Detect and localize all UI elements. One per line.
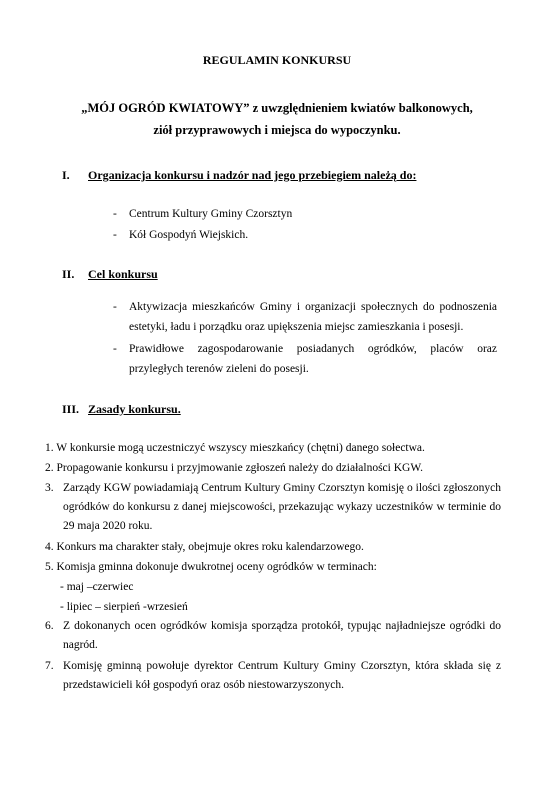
term-item: - lipiec – sierpień -wrzesień (60, 601, 188, 613)
rule-text: Propagowanie konkursu i przyjmowanie zgłoszeń należy do działalności KGW. (56, 462, 424, 474)
list-item (113, 205, 497, 225)
rule-text: W konkursie mogą uczestniczyć wszyscy mieszkańcy (chętni) danego sołectwa. (56, 442, 425, 454)
dash-bullet: - (113, 301, 117, 313)
competition-name (40, 97, 514, 141)
section-number: II. (62, 267, 75, 281)
list-item-text: Prawidłowe zagospodarowanie posiadanych ogródków, placów oraz przyległych terenów zieleni do posesji. (129, 343, 497, 375)
term-item: - maj –czerwiec (60, 581, 134, 593)
rule-item (45, 617, 501, 655)
rule-number: 6. (45, 620, 54, 632)
rule-item (45, 459, 501, 478)
list-item-text: Kół Gospodyń Wiejskich. (129, 229, 249, 241)
list-item (113, 340, 497, 379)
section-number: I. (62, 168, 70, 182)
rule-text: Komisja gminna dokonuje dwukrotnej oceny ogródków w terminach: (56, 561, 377, 573)
rule-text: Komisję gminną powołuje dyrektor Centrum Kultury Gminy Czorsztyn, która składa się z przedstawicieli kół gospodyń oraz osób niestowarzyszonych. (63, 660, 501, 691)
section-title: Cel konkursu (88, 267, 158, 281)
section-title: Organizacja konkursu i nadzór nad jego przebiegiem należą do: (88, 168, 417, 182)
section-3-heading (62, 400, 181, 419)
dash-bullet: - (113, 229, 117, 241)
list-item (113, 298, 497, 337)
rule-text: Z dokonanych ocen ogródków komisja sporządza protokół, typując najładniejsze ogródki do nagród. (63, 620, 501, 651)
rule-number: 5. (45, 561, 54, 573)
rule-item (45, 439, 501, 458)
rule-number: 4. (45, 541, 54, 553)
section-2-heading (62, 265, 158, 284)
rule-item (45, 538, 501, 557)
section-1-heading (62, 166, 416, 185)
competition-name-line-2: ziół przyprawowych i miejsca do wypoczynku. (153, 123, 401, 137)
document-title: REGULAMIN KONKURSU (202, 53, 352, 67)
competition-name-line-1: „MÓJ OGRÓD KWIATOWY” z uwzględnieniem kwiatów balkonowych, (81, 101, 473, 115)
rule-item (45, 558, 501, 577)
dash-bullet: - (113, 208, 117, 220)
rule-number: 3. (45, 482, 54, 494)
dash-bullet: - (113, 343, 117, 355)
list-item-text: Centrum Kultury Gminy Czorsztyn (129, 208, 293, 220)
rule-number: 1. (45, 442, 54, 454)
rule-item (45, 657, 501, 695)
list-item (113, 226, 497, 246)
rule-item (45, 479, 501, 536)
section-title: Zasady konkursu. (88, 402, 181, 416)
rule-number: 7. (45, 660, 54, 672)
section-number: III. (62, 402, 80, 416)
list-item-text: Aktywizacja mieszkańców Gminy i organizacji społecznych do podnoszenia estetyki, ładu i porządku oraz upiększenia miejsc zamieszkania i posesji. (129, 301, 497, 333)
rule-text: Zarządy KGW powiadamiają Centrum Kultury Gminy Czorsztyn komisję o ilości zgłoszonych ogródków do konkursu z danej miejscowości, przekazując wykazy uczestników w terminie do 29 maja 2020 roku. (63, 482, 501, 532)
rule-text: Konkurs ma charakter stały, obejmuje okres roku kalendarzowego. (56, 541, 364, 553)
rule-number: 2. (45, 462, 54, 474)
